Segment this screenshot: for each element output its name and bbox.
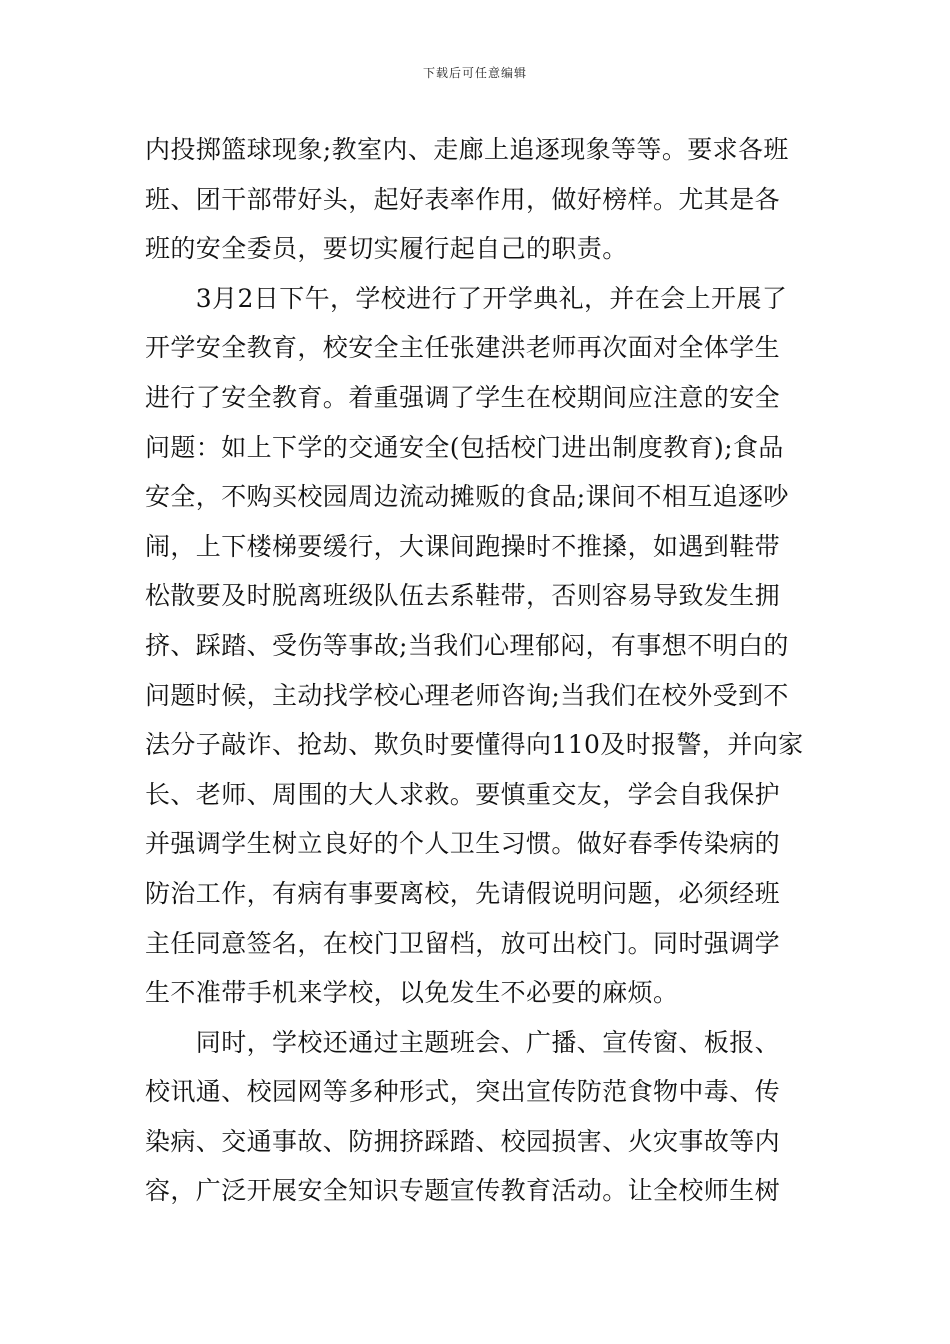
text-line: 松散要及时脱离班级队伍去系鞋带，否则容易导致发生拥 bbox=[145, 581, 781, 611]
text-line: 内投掷篮球现象;教室内、走廊上追逐现象等等。要求各班 bbox=[145, 135, 789, 164]
text-line: 进行了安全教育。着重强调了学生在校期间应注意的安全 bbox=[145, 382, 781, 412]
text-line: 问题时候，主动找学校心理老师咨询;当我们在校外受到不 bbox=[145, 680, 789, 710]
text-line: 容，广泛开展安全知识专题宣传教育活动。让全校师生树 bbox=[145, 1176, 781, 1206]
document-body bbox=[145, 130, 810, 1221]
page-header: 下载后可任意编辑 bbox=[422, 66, 527, 80]
text-line: 班、团干部带好头，起好表率作用，做好榜样。尤其是各 bbox=[145, 184, 781, 214]
text-line: 并强调学生树立良好的个人卫生习惯。做好春季传染病的 bbox=[145, 829, 781, 859]
text-line: 安全，不购买校园周边流动摊贩的食品;课间不相互追逐吵 bbox=[145, 482, 789, 512]
text-line: 法分子敲诈、抢劫、欺负时要懂得向110及时报警，并向家 bbox=[145, 730, 804, 760]
text-line: 主任同意签名，在校门卫留档，放可出校门。同时强调学 bbox=[145, 928, 781, 958]
text-line: 校讯通、校园网等多种形式，突出宣传防范食物中毒、传 bbox=[145, 1077, 781, 1107]
text-line: 长、老师、周围的大人求救。要慎重交友，学会自我保护 bbox=[145, 779, 781, 809]
text-line: 挤、踩踏、受伤等事故;当我们心理郁闷，有事想不明白的 bbox=[145, 630, 789, 660]
text-line: 染病、交通事故、防拥挤踩踏、校园损害、火灾事故等内 bbox=[145, 1126, 781, 1156]
text-line: 生不准带手机来学校，以免发生不必要的麻烦。 bbox=[145, 978, 679, 1008]
text-line: 防治工作，有病有事要离校，先请假说明问题，必须经班 bbox=[145, 878, 781, 908]
text-line: 闹，上下楼梯要缓行，大课间跑操时不推搡，如遇到鞋带 bbox=[145, 531, 781, 561]
text-line: 开学安全教育，校安全主任张建洪老师再次面对全体学生 bbox=[145, 333, 781, 363]
text-line: 同时，学校还通过主题班会、广播、宣传窗、板报、 bbox=[145, 1027, 781, 1057]
text-line: 3月2日下午，学校进行了开学典礼，并在会上开展了 bbox=[145, 283, 788, 313]
text-line: 班的安全委员，要切实履行起自己的职责。 bbox=[145, 234, 628, 264]
text-line: 问题：如上下学的交通安全(包括校门进出制度教育);食品 bbox=[145, 432, 784, 462]
